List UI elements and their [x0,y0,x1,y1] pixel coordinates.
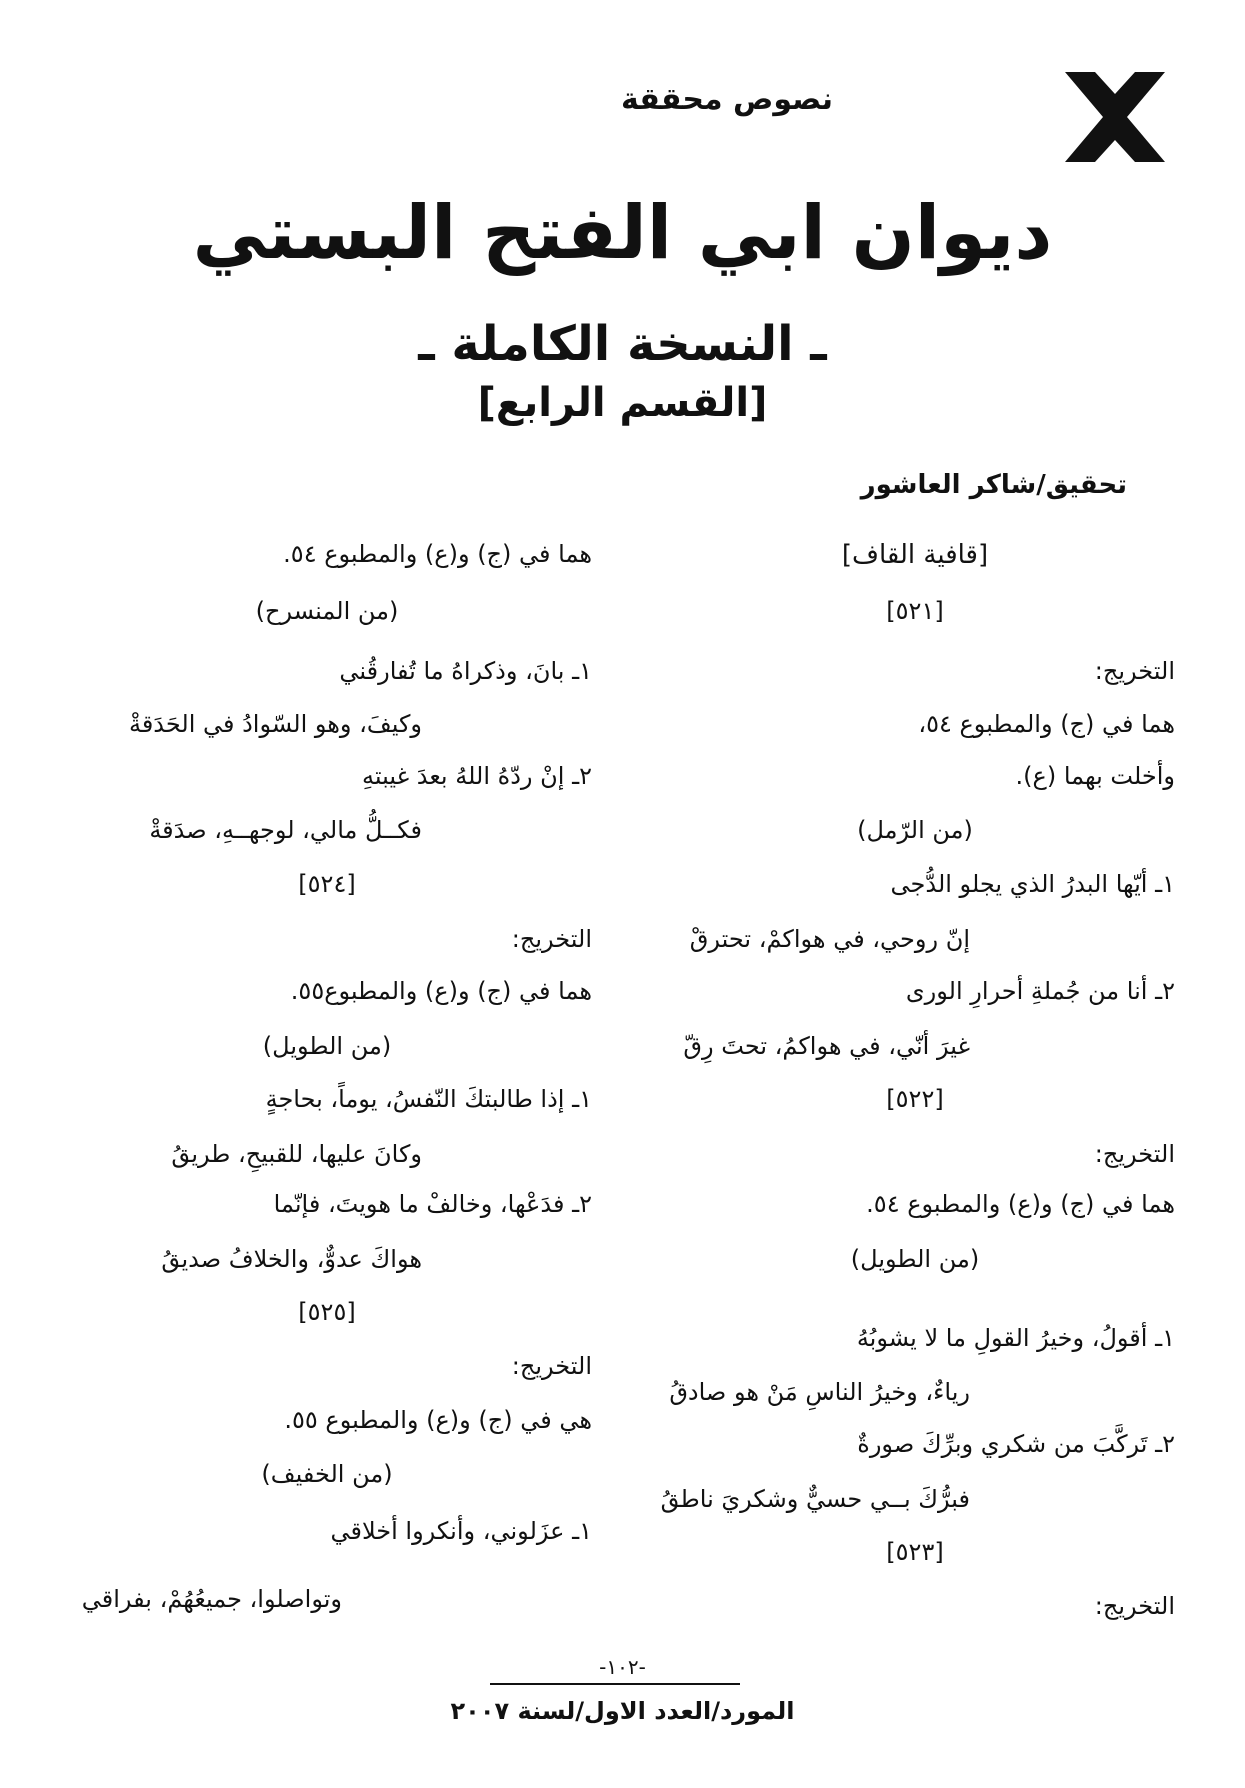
verse-line: فكــلُّ مالي، لوجهــهِ، صدَقةْ [149,816,422,844]
verse-line: ١ـ إذا طالبتكَ النّفسُ، يوماً، بحاجةٍ [265,1085,592,1113]
takhrij-text: هما في (ج) و(ع) والمطبوع٥٥. [290,977,592,1005]
takhrij-text: هي في (ج) و(ع) والمطبوع ٥٥. [284,1406,592,1434]
meter-label: (من المنسرح) [255,597,399,625]
verse-line: ٢ـ أنا من جُملةِ أحرارِ الورى [905,977,1175,1005]
verse-line: وتواصلوا، جميعُهُمْ، بفراقي [81,1585,342,1613]
meter-label: (من الخفيف) [261,1460,393,1488]
verse-line: ١ـ أيّها البدرُ الذي يجلو الدُّجى [890,870,1175,898]
meter-label: (من الرّمل) [857,816,973,844]
takhrij-text: هما في (ج) و(ع) والمطبوع ٥٤. [866,1190,1175,1218]
verse-line: ١ـ أقولُ، وخيرُ القولِ ما لا يشوبُهُ [856,1324,1175,1352]
verse-line: ٢ـ فدَعْها، وخالفْ ما هويتَ، فإنّما [273,1190,592,1218]
verse-line: ١ـ عزَلوني، وأنكروا أخلاقي [330,1517,592,1545]
poem-number: [٥٢٥] [298,1298,356,1326]
editor-credit: تحقيق/شاكر العاشور [860,470,1127,500]
takhrij-label: التخريج: [1094,1140,1175,1168]
part-label: [القسم الرابع] [477,380,768,426]
meter-label: (من الطويل) [850,1245,980,1273]
poem-number: [٥٢١] [886,597,944,625]
meter-label: (من الطويل) [262,1032,392,1060]
verse-line: وكانَ عليها، للقبيحِ، طريقُ [171,1140,422,1168]
arrow-cross-icon [1065,72,1165,162]
page-title: ديوان ابي الفتح البستي [192,190,1053,276]
takhrij-label: التخريج: [1094,1592,1175,1620]
verse-line: ١ـ بانَ، وذكراهُ ما تُفارقُني [339,657,592,685]
verse-line: هواكَ عدوٌّ، والخلافُ صديقُ [161,1245,422,1273]
journal-citation: المورد/العدد الاول/لسنة ٢٠٠٧ [450,1697,795,1725]
verse-line: ٢ـ إنْ ردّهُ اللهُ بعدَ غيبتهِ [361,762,592,790]
verse-line: غيرَ أنّي، في هواكمُ، تحتَ رِقّ [683,1032,970,1060]
section-tag: نصوص محققة [620,82,833,117]
verse-line: وكيفَ، وهو السّوادُ في الحَدَقةْ [128,710,422,738]
verse-line: فبرُّكَ بــي حسيٌّ وشكريَ ناطقُ [660,1485,970,1513]
rhyme-heading: [قافية القاف] [841,540,989,570]
poem-number: [٥٢٢] [886,1085,944,1113]
verse-line: إنّ روحي، في هواكمْ، تحترقْ [689,925,970,953]
poem-number: [٥٢٤] [298,870,356,898]
verse-line: رياءٌ، وخيرُ الناسِ مَنْ هو صادقُ [669,1378,970,1406]
page-subtitle: ـ النسخة الكاملة ـ [418,316,827,372]
takhrij-label: التخريج: [511,1352,592,1380]
verse-line: ٢ـ تَركَّبَ من شكري وبرِّكَ صورةٌ [857,1430,1175,1458]
takhrij-label: التخريج: [511,925,592,953]
takhrij-text: هما في (ج) والمطبوع ٥٤، [918,710,1175,738]
page-number: -١٠٢- [599,1655,646,1679]
takhrij-label: التخريج: [1094,657,1175,685]
takhrij-text: وأخلت بهما (ع). [1015,762,1175,790]
takhrij-text: هما في (ج) و(ع) والمطبوع ٥٤. [283,540,592,568]
footer-divider [490,1683,740,1685]
poem-number: [٥٢٣] [886,1538,944,1566]
